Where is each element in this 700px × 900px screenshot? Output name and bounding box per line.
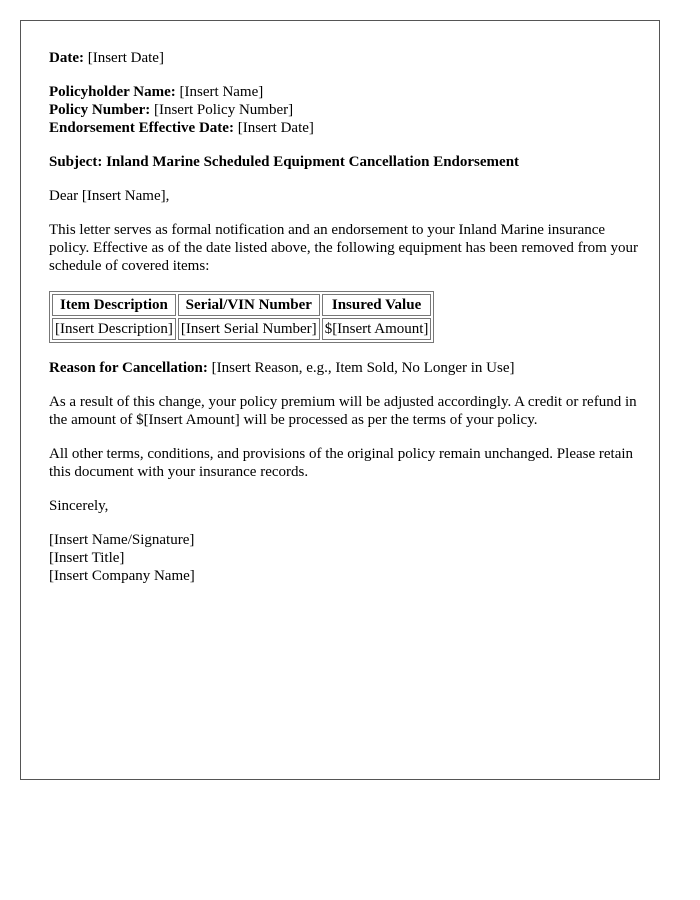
policy-number-label: Policy Number:: [49, 102, 151, 118]
header-serial-vin: Serial/VIN Number: [178, 294, 320, 316]
table-row: [52, 318, 431, 340]
policy-number-line: [49, 101, 639, 119]
effective-date-label: Endorsement Effective Date:: [49, 120, 234, 136]
date-label: Date:: [49, 50, 84, 66]
date-value: [Insert Date]: [87, 50, 164, 66]
table-header-row: [52, 294, 431, 316]
salutation: Dear [Insert Name],: [49, 188, 170, 204]
policyholder-label: Policyholder Name:: [49, 84, 176, 100]
intro-paragraph: This letter serves as formal notification and an endorsement to your Inland Marine insurance policy. Effective as of the date listed above, the following equipment has been removed from your schedule of covered items:: [49, 222, 638, 274]
reason-label: Reason for Cancellation:: [49, 360, 208, 376]
subject-text: Subject: Inland Marine Scheduled Equipment Cancellation Endorsement: [49, 154, 520, 170]
terms-paragraph: All other terms, conditions, and provisions of the original policy remain unchanged. Please retain this document with your insurance records.: [49, 446, 634, 480]
premium-paragraph: As a result of this change, your policy premium will be adjusted accordingly. A credit or refund in the amount of $[Insert Amount] will be processed as per the terms of your policy.: [49, 394, 637, 428]
letter-body: [49, 49, 639, 601]
policy-details: [49, 83, 639, 137]
signature-name: [Insert Name/Signature]: [49, 532, 195, 548]
closing: Sincerely,: [49, 498, 109, 514]
policyholder-value: [Insert Name]: [179, 84, 264, 100]
header-insured-value: Insured Value: [322, 294, 432, 316]
effective-date-line: [49, 119, 639, 137]
equipment-table: [49, 291, 434, 343]
cell-serial-number: [Insert Serial Number]: [178, 318, 320, 340]
cell-insured-value: $[Insert Amount]: [322, 318, 432, 340]
signature-block: [49, 531, 639, 585]
reason-line: [49, 359, 639, 377]
date-line: [49, 49, 639, 67]
signature-company: [Insert Company Name]: [49, 568, 195, 584]
policy-number-value: [Insert Policy Number]: [153, 102, 294, 118]
letter-page: [20, 20, 660, 780]
effective-date-value: [Insert Date]: [237, 120, 314, 136]
subject-line: [49, 153, 639, 171]
signature-title: [Insert Title]: [49, 550, 125, 566]
reason-value: [Insert Reason, e.g., Item Sold, No Longer in Use]: [211, 360, 515, 376]
header-item-description: Item Description: [52, 294, 176, 316]
cell-item-description: [Insert Description]: [52, 318, 176, 340]
policyholder-line: [49, 83, 639, 101]
